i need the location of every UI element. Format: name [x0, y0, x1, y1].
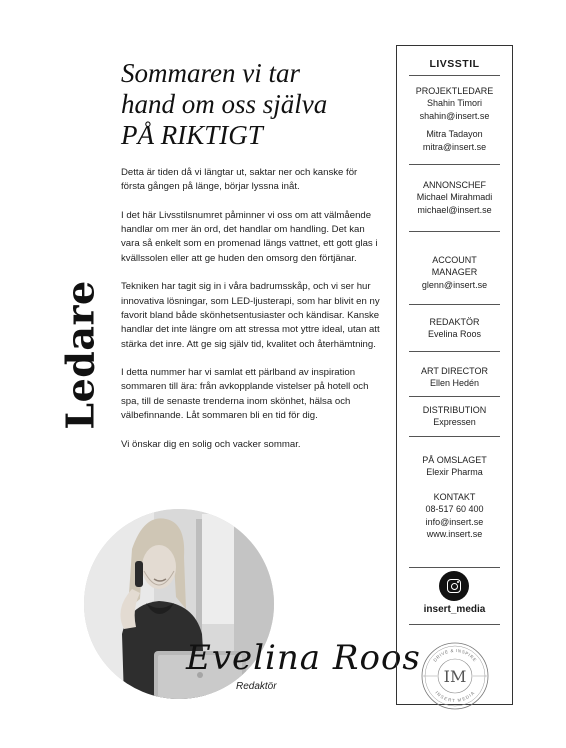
ad-chief-label: ANNONSCHEF	[422, 180, 486, 190]
headline-line-1: Sommaren vi tar	[121, 58, 300, 88]
contact-email: info@insert.se	[425, 516, 484, 527]
paragraph-4: I detta nummer har vi samlat ett pärlband av inspiration sommaren till ära: från avkopplande vistelser på hotell och spa, till de senaste trenderna inom skönhet, hälsa och välbefinnande. Låt sommaren bli en tid för dig.	[121, 367, 369, 422]
editor-signature: Evelina Roos	[186, 638, 421, 678]
art-director-label: ART DIRECTOR	[420, 366, 488, 376]
contact-phone: 08-517 60 400	[425, 504, 484, 515]
paragraph-3: Tekniken har tagit sig in i våra badrumsskåp, och vi ser hur innovativa lösningar, som LED-ljusterapi, som har blivit en ny favorit bland både skönhetsentusiaster och kändisar. Kanske handlar det inte längre om att stressa mot yttre ideal, utan att stärka det inre. Att ge sig själv tid, kvalitet och återhämtning.	[121, 281, 380, 350]
headline-line-3: PÅ RIKTIGT	[121, 120, 263, 150]
contact-web: www.insert.se	[426, 529, 483, 540]
distribution-label: DISTRIBUTION	[422, 405, 487, 415]
paragraph-5: Vi önskar dig en solig och vacker sommar.	[121, 438, 301, 450]
masthead-title: LIVSSTIL	[429, 58, 480, 70]
headline-line-2: hand om oss själva	[121, 89, 328, 119]
divider	[409, 75, 500, 76]
project-lead-1-name: Shahin Timori	[426, 98, 483, 109]
cover-name: Elexir Pharma	[426, 467, 483, 478]
account-manager-block	[397, 254, 512, 291]
paragraph-2: I det här Livsstilsnumret påminner vi oss om att välmående handlar om mer än ord, det handlar om handling. Det kan vara så enkelt som en promenad längs vattnet, ett gott glas i kvällssolen eller att ge huden den omsorg den förtjänar.	[121, 209, 378, 264]
divider	[409, 567, 500, 568]
insert-media-seal-icon	[419, 640, 491, 712]
ad-chief-name: Michael Mirahmadi	[416, 192, 493, 203]
project-lead-block	[397, 85, 512, 153]
contact-label: KONTAKT	[433, 492, 476, 502]
seal-bottom-text: INSERT MEDIA	[434, 690, 476, 704]
divider	[409, 231, 500, 232]
project-lead-2-email: mitra@insert.se	[422, 141, 487, 152]
editor-label: REDAKTÖR	[429, 317, 480, 327]
account-label-1: ACCOUNT	[432, 255, 477, 265]
divider	[409, 164, 500, 165]
paragraph-1: Detta är tiden då vi längtar ut, saktar ner och kanske för första gången på länge, börjar lyssna inåt.	[121, 167, 358, 193]
divider	[409, 304, 500, 305]
masthead-sidebar	[396, 45, 513, 705]
project-lead-label: PROJEKTLEDARE	[415, 86, 494, 96]
svg-text:DRIVE & INSPIRE	[432, 648, 477, 663]
contact-block	[397, 491, 512, 541]
editorial-body	[121, 166, 383, 466]
editor-name: Evelina Roos	[427, 329, 482, 340]
divider	[409, 624, 500, 625]
cover-block	[397, 454, 512, 479]
instagram-icon[interactable]	[439, 571, 469, 601]
distribution-name: Expressen	[433, 417, 476, 428]
editor-block	[397, 316, 512, 341]
art-director-block	[397, 365, 512, 390]
seal-monogram: IM	[443, 667, 467, 686]
ad-chief-email: michael@insert.se	[417, 204, 492, 215]
seal-top-text: DRIVE & INSPIRE	[432, 647, 478, 663]
instagram-handle[interactable]: insert_media	[423, 604, 486, 615]
distribution-block	[397, 404, 512, 429]
account-label-2: MANAGER	[431, 267, 478, 278]
account-email: glenn@insert.se	[421, 279, 488, 290]
project-lead-2-name: Mitra Tadayon	[426, 129, 483, 140]
art-director-name: Ellen Hedén	[429, 378, 480, 389]
divider	[409, 436, 500, 437]
ad-chief-block	[397, 179, 512, 216]
divider	[409, 351, 500, 352]
divider	[409, 396, 500, 397]
headline	[121, 58, 381, 151]
editor-role: Redaktör	[236, 681, 277, 692]
cover-label: PÅ OMSLAGET	[422, 455, 487, 465]
section-title	[57, 280, 103, 430]
svg-text:INSERT MEDIA	[434, 690, 475, 703]
section-title-text: Ledare	[57, 280, 103, 430]
project-lead-1-email: shahin@insert.se	[419, 110, 490, 121]
